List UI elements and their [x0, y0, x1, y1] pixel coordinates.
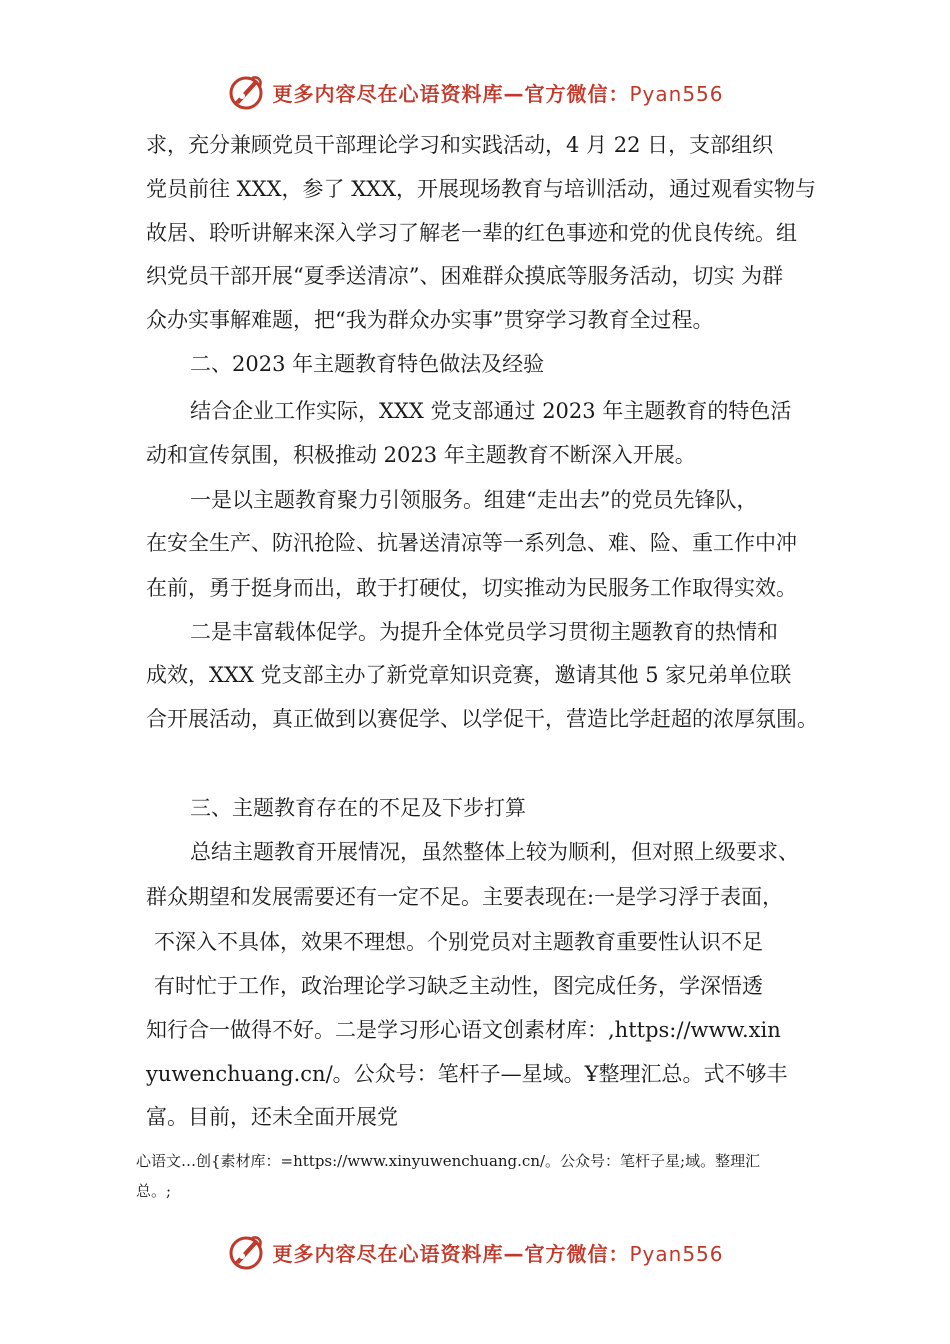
paragraph-line: 织党员干部开展“夏季送清凉”、困难群众摸底等服务活动，切实 为群	[146, 264, 784, 288]
paragraph-line: 动和宣传氛围，积极推动 2023 年主题教育不断深入开展。	[146, 443, 696, 467]
paragraph-line: 二是丰富载体促学。为提升全体党员学习贯彻主题教育的热情和	[190, 620, 778, 644]
paragraph-line: 成效，XXX 党支部主办了新党章知识竞赛，邀请其他 5 家兄弟单位联	[146, 663, 792, 687]
paragraph-line: 故居、聆听讲解来深入学习了解老一辈的红色事迹和党的优良传统。组	[146, 221, 797, 245]
paragraph-line: 群众期望和发展需要还有一定不足。主要表现在:一是学习浮于表面，	[146, 885, 784, 909]
section-heading: 三、主题教育存在的不足及下步打算	[190, 796, 526, 820]
paragraph-line: 在前，勇于挺身而出，敢于打硬仗，切实推动为民服务工作取得实效。	[146, 576, 797, 600]
paragraph-line: 知行合一做得不好。二是学习形心语文创素材库：,https://www.xin	[146, 1018, 781, 1042]
paragraph-line: yuwenchuang.cn/。公众号：笔杆子—星域。Ұ整理汇总。式不够丰	[146, 1062, 788, 1086]
paragraph-line: 在安全生产、防汛抢险、抗暑送清凉等一系列急、难、险、重工作中冲	[146, 531, 797, 555]
banner-text: 更多内容尽在心语资料库—官方微信：Pyan556	[272, 81, 724, 106]
section-heading: 二、2023 年主题教育特色做法及经验	[190, 352, 545, 376]
paragraph-line: 有时忙于工作，政治理论学习缺乏主动性，图完成任务，学深悟透	[154, 974, 763, 998]
paragraph-line: 总结主题教育开展情况，虽然整体上较为顺利，但对照上级要求、	[190, 840, 799, 864]
paragraph-line: 不深入不具体，效果不理想。个别党员对主题教育重要性认识不足	[154, 930, 763, 954]
paragraph-line: 一是以主题教育聚力引领服务。组建“走出去”的党员先锋队，	[190, 488, 758, 512]
paragraph-line: 结合企业工作实际，XXX 党支部通过 2023 年主题教育的特色活	[190, 399, 792, 423]
banner-text: 更多内容尽在心语资料库—官方微信：Pyan556	[272, 1241, 724, 1266]
paragraph-line: 富。目前，还未全面开展党	[146, 1105, 398, 1129]
footer-banner	[0, 1230, 950, 1274]
paragraph-line: 求，充分兼顾党员干部理论学习和实践活动，4 月 22 日，支部组织	[146, 133, 774, 157]
paragraph-line: 党员前往 XXX，参了 XXX，开展现场教育与培训活动，通过观看实物与	[146, 177, 817, 201]
footnote-line: 心语文…创{素材库：=https://www.xinyuwenchuang.cn/。公众号：笔杆子星;域。整理汇	[136, 1152, 761, 1170]
paragraph-line: 合开展活动，真正做到以赛促学、以学促干，营造比学赶超的浓厚氛围。	[146, 707, 818, 731]
paragraph-line: 众办实事解难题，把“我为群众办实事”贯穿学习教育全过程。	[146, 308, 714, 332]
footnote-line: 总。;	[136, 1182, 172, 1200]
quill-seal-logo-icon	[226, 1232, 266, 1272]
